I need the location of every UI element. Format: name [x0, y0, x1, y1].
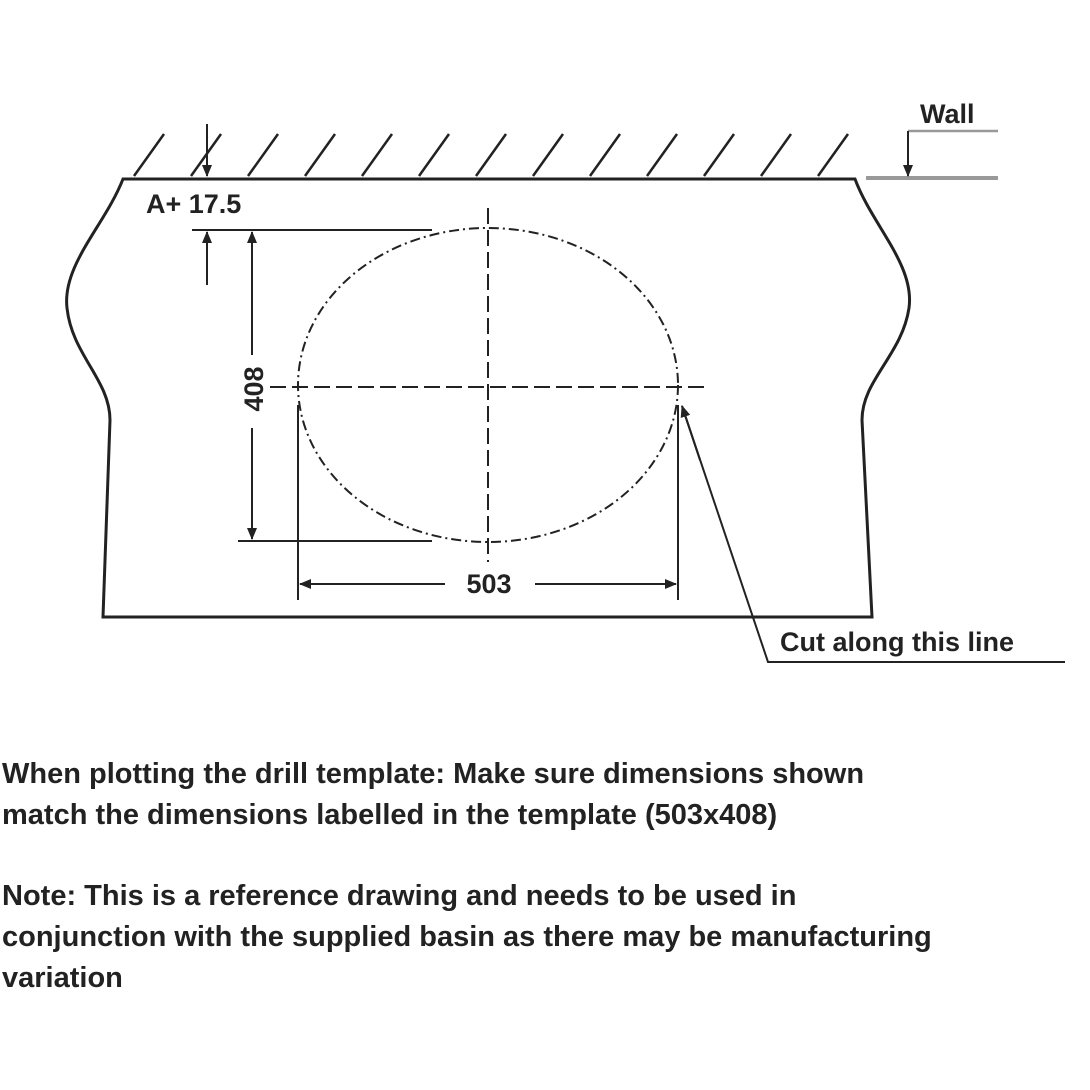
cut-leader-arrow — [682, 406, 700, 460]
width-label: 503 — [466, 569, 512, 599]
offset-label: A+ 17.5 — [146, 189, 242, 219]
height-label: 408 — [239, 366, 269, 412]
cut-leader — [682, 406, 1065, 662]
cut-label: Cut along this line — [780, 627, 1014, 657]
wall-hatching — [134, 134, 848, 176]
plotting-note: When plotting the drill template: Make sure dimensions shown match the dimensions labelled in the template (503x408) — [2, 758, 865, 831]
reference-note: Note: This is a reference drawing and needs to be used in conjunction with the supplied basin as there may be manufacturing variation — [2, 880, 932, 994]
wall-label: Wall — [920, 99, 975, 129]
